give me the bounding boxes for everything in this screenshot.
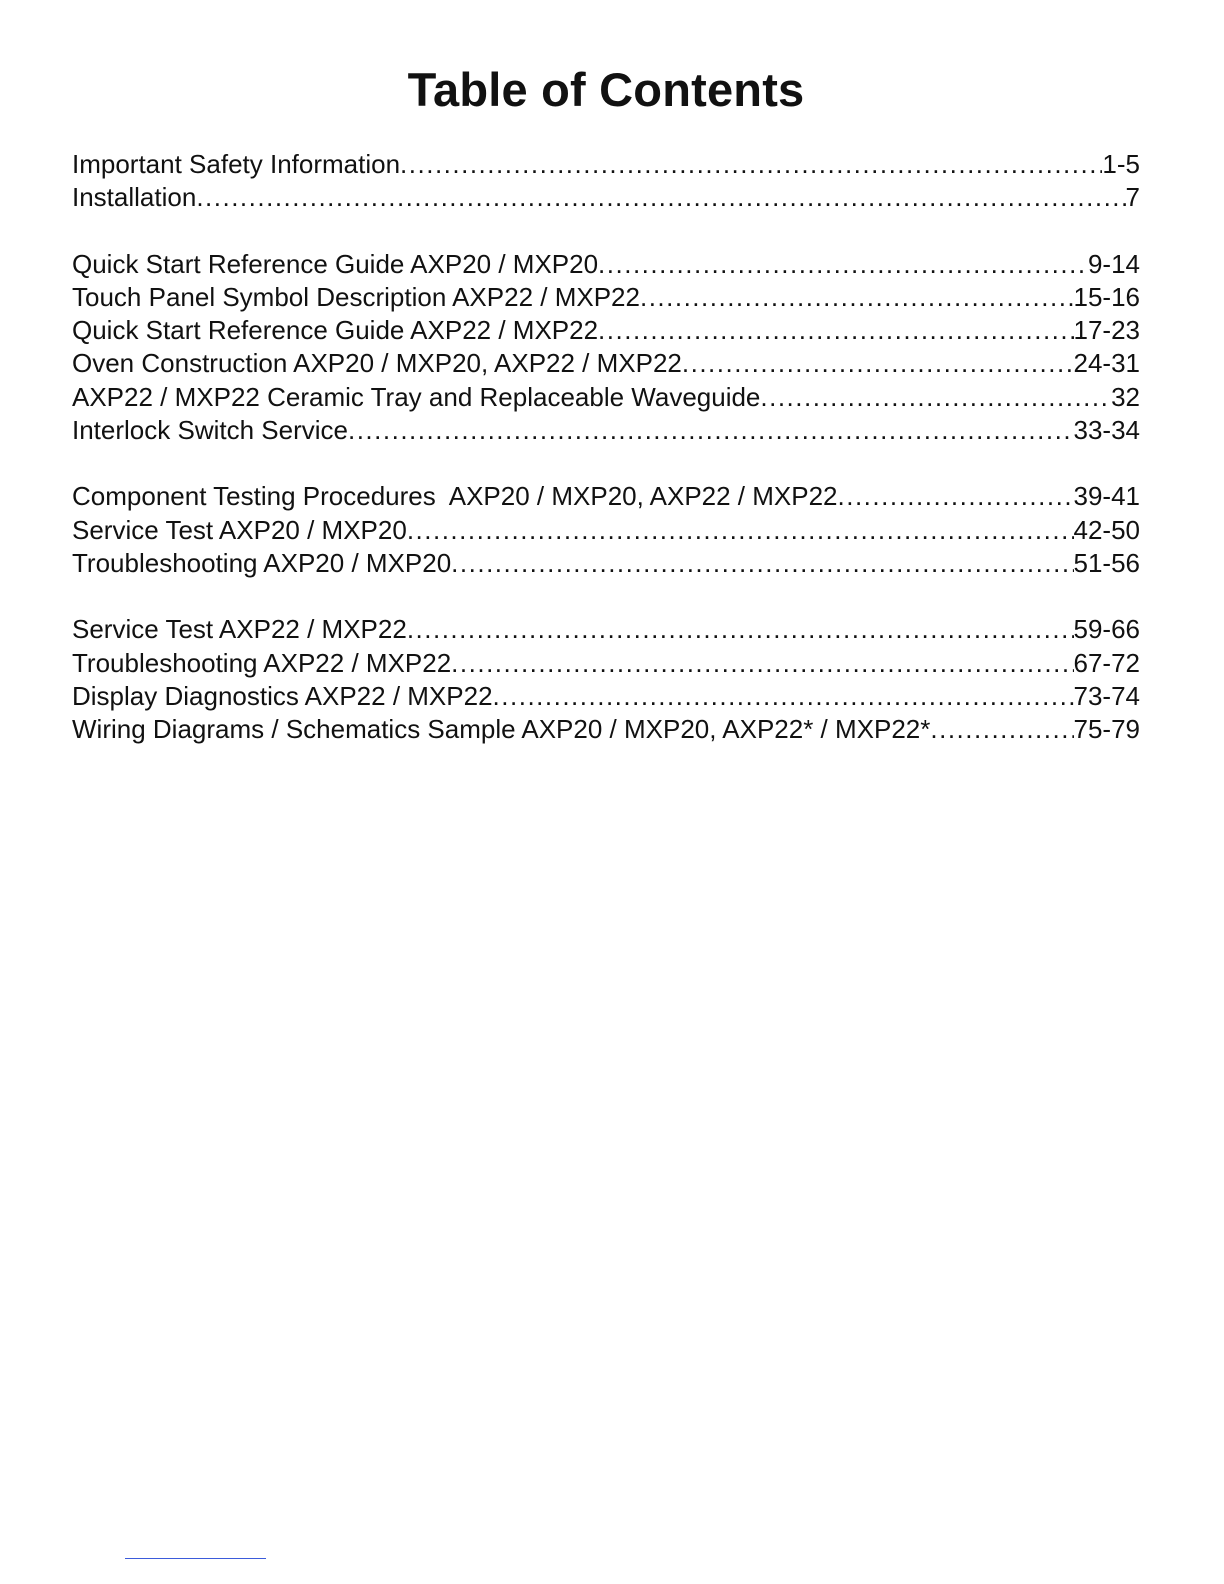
toc-page-number: 73-74 bbox=[1073, 680, 1140, 711]
toc-dot-leader bbox=[451, 547, 1073, 580]
toc-dot-leader bbox=[838, 480, 1074, 513]
toc-entry-title[interactable]: Oven Construction AXP20 / MXP20, AXP22 / MXP22 bbox=[72, 348, 682, 379]
toc-dot-leader bbox=[598, 248, 1088, 281]
toc-entry[interactable] bbox=[72, 148, 1140, 181]
toc-page-number: 1-5 bbox=[1102, 149, 1140, 179]
toc-entry-title[interactable]: AXP22 / MXP22 Ceramic Tray and Replaceable Waveguide bbox=[72, 381, 761, 412]
toc-entry-title[interactable]: Interlock Switch Service bbox=[72, 415, 348, 446]
toc-dot-leader bbox=[348, 414, 1074, 447]
toc-page-number: 42-50 bbox=[1073, 514, 1140, 545]
toc-page-number: 59-66 bbox=[1073, 614, 1140, 645]
toc-entry[interactable] bbox=[72, 713, 1140, 746]
toc-group-reference bbox=[72, 248, 1140, 448]
toc-page-number: 33-34 bbox=[1073, 415, 1140, 446]
toc-entry[interactable] bbox=[72, 514, 1140, 547]
toc-dot-leader bbox=[400, 148, 1102, 181]
toc-page-number: 51-56 bbox=[1073, 547, 1140, 578]
footer-divider bbox=[125, 1558, 266, 1559]
toc-entry-title[interactable]: Quick Start Reference Guide AXP22 / MXP22 bbox=[72, 315, 599, 346]
toc-dot-leader bbox=[682, 347, 1074, 380]
toc-entry[interactable] bbox=[72, 647, 1140, 680]
toc-page-number: 24-31 bbox=[1073, 348, 1140, 379]
toc-entry[interactable] bbox=[72, 314, 1140, 347]
toc-dot-leader bbox=[451, 647, 1073, 680]
toc-dot-leader bbox=[598, 314, 1073, 347]
toc-dot-leader bbox=[196, 181, 1125, 214]
toc-entry[interactable] bbox=[72, 680, 1140, 713]
toc-entry[interactable] bbox=[72, 381, 1140, 414]
toc-dot-leader bbox=[493, 680, 1074, 713]
toc-dot-leader bbox=[640, 281, 1074, 314]
toc-page-number: 7 bbox=[1125, 182, 1140, 213]
toc-entry-title[interactable]: Quick Start Reference Guide AXP20 / MXP20 bbox=[72, 248, 599, 279]
toc-entry[interactable] bbox=[72, 248, 1140, 281]
toc-page-number: 17-23 bbox=[1073, 315, 1140, 346]
toc-page-number: 9-14 bbox=[1087, 248, 1140, 279]
page-title: Table of Contents bbox=[407, 63, 805, 116]
toc-page-number: 32 bbox=[1111, 381, 1140, 412]
toc-entry-title[interactable]: Installation bbox=[72, 182, 197, 213]
toc-entry-title[interactable]: Component Testing Procedures AXP20 / MXP20, AXP22 / MXP22 bbox=[72, 481, 838, 512]
toc-entry[interactable] bbox=[72, 613, 1140, 646]
toc-entry-title[interactable]: Service Test AXP20 / MXP20 bbox=[72, 514, 407, 545]
table-of-contents bbox=[72, 148, 1140, 779]
toc-entry-title[interactable]: Troubleshooting AXP22 / MXP22 bbox=[72, 647, 452, 678]
toc-entry-title[interactable]: Important Safety Information bbox=[72, 149, 401, 179]
toc-dot-leader bbox=[930, 713, 1073, 746]
toc-dot-leader bbox=[407, 613, 1074, 646]
toc-entry[interactable] bbox=[72, 547, 1140, 580]
toc-dot-leader bbox=[407, 514, 1074, 547]
toc-entry-title[interactable]: Troubleshooting AXP20 / MXP20 bbox=[72, 547, 452, 578]
toc-group-testing-axp20 bbox=[72, 480, 1140, 580]
toc-group-testing-axp22 bbox=[72, 613, 1140, 746]
toc-page-number: 75-79 bbox=[1073, 714, 1140, 745]
toc-dot-leader bbox=[760, 381, 1111, 414]
toc-entry-title[interactable]: Touch Panel Symbol Description AXP22 / MXP22 bbox=[72, 281, 640, 312]
toc-entry[interactable] bbox=[72, 480, 1140, 513]
toc-page-number: 15-16 bbox=[1073, 281, 1140, 312]
toc-entry[interactable] bbox=[72, 181, 1140, 214]
toc-entry-title[interactable]: Wiring Diagrams / Schematics Sample AXP20 / MXP20, AXP22* / MXP22* bbox=[72, 714, 931, 745]
toc-page-number: 39-41 bbox=[1073, 481, 1140, 512]
toc-entry-title[interactable]: Service Test AXP22 / MXP22 bbox=[72, 614, 407, 645]
toc-entry-title[interactable]: Display Diagnostics AXP22 / MXP22 bbox=[72, 680, 493, 711]
toc-entry[interactable] bbox=[72, 281, 1140, 314]
toc-entry[interactable] bbox=[72, 414, 1140, 447]
toc-group-safety bbox=[72, 148, 1140, 215]
toc-page-number: 67-72 bbox=[1073, 647, 1140, 678]
toc-entry[interactable] bbox=[72, 347, 1140, 380]
